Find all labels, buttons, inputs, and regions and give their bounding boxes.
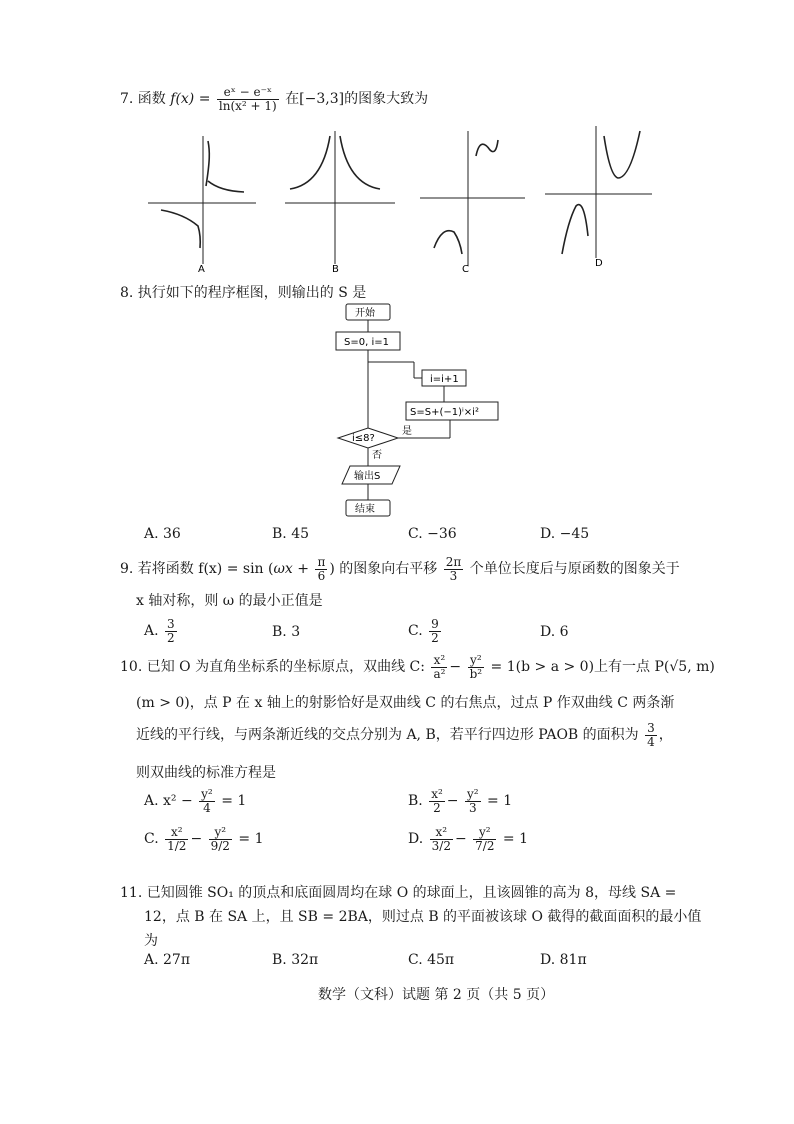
q8-choice-b: B. 45 [272, 526, 310, 542]
graph-a [148, 136, 256, 275]
q9-choice-b: B. 3 [272, 624, 301, 640]
q11-choice-a: A. 27π [144, 952, 191, 968]
q7-stem: 7. 函数 f(x) = $\frac{\text{eˣ − e⁻ˣ}}{\text{ln(x² + 1)}}$ 在[−3,3]的图象大致为 [120, 85, 429, 113]
graph-c [420, 131, 525, 275]
flow-init: S=0, i=1 [344, 337, 389, 348]
flow-no: 否 [372, 450, 382, 461]
q10-choice-a: A. x² − $\frac{\text{y²}}{4}$ = 1 [144, 787, 247, 815]
flow-output: 输出S [354, 471, 381, 482]
flow-update: S=S+(−1)ⁱ×i² [410, 407, 479, 418]
q11-line1: 11. 已知圆锥 SO₁ 的顶点和底面圆周均在球 O 的球面上，且该圆锥的高为 8，母线 SA = [120, 885, 677, 901]
q8-choice-c: C. −36 [408, 526, 457, 542]
flow-inc: i=i+1 [430, 374, 459, 385]
q11-choice-c: C. 45π [408, 952, 455, 968]
q9-choice-d: D. 6 [540, 624, 569, 640]
flow-cond: i≤8? [352, 433, 375, 444]
graph-d [545, 126, 652, 269]
graph-d-label: D [595, 258, 603, 269]
q11-choice-b: B. 32π [272, 952, 319, 968]
q10-choice-d: D. $\frac{\text{x²}}{3/2}$ − $\frac{\text{y²}}{7/2}$ = 1 [408, 825, 528, 853]
q8-choice-a: A. 36 [144, 526, 181, 542]
flow-yes: 是 [402, 426, 412, 437]
graph-a-label: A [198, 264, 205, 275]
q10-line3: 近线的平行线，与两条渐近线的交点分别为 A, B，若平行四边形 PAOB 的面积为 $\frac{3}{4}$ ， [136, 721, 673, 749]
q8-choice-d: D. −45 [540, 526, 590, 542]
page-footer: 数学（文科）试题 第 2 页（共 5 页） [318, 987, 555, 1003]
q7-fraction: $\frac{\text{eˣ − e⁻ˣ}}{\text{ln(x² + 1)}}$ [218, 85, 277, 113]
q8-flowchart [330, 300, 520, 522]
q9-choice-a: A. $\frac{3}{2}$ [144, 617, 175, 645]
q11-line3: 为 [144, 933, 158, 949]
q9-choice-c: C. $\frac{9}{2}$ [408, 617, 439, 645]
q9-line2: x 轴对称，则 ω 的最小正值是 [136, 593, 323, 609]
graph-b-label: B [332, 264, 339, 275]
q10-choice-c: C. $\frac{\text{x²}}{1/2}$ − $\frac{\text{y²}}{9/2}$ = 1 [144, 825, 264, 853]
q11-line2: 12，点 B 在 SA 上，且 SB = 2BA，则过点 B 的平面被该球 O 截得的截面面积的最小值 [144, 909, 702, 925]
graph-b [285, 131, 395, 275]
q11-choice-d: D. 81π [540, 952, 587, 968]
graph-c-label: C [462, 264, 469, 275]
q10-choice-b: B. $\frac{\text{x²}}{2}$ − $\frac{\text{y²}}{3}$ = 1 [408, 787, 513, 815]
flow-end: 结束 [355, 504, 375, 515]
q10-line2: (m > 0)，点 P 在 x 轴上的射影恰好是双曲线 C 的右焦点，过点 P 作双曲线 C 两条渐 [136, 695, 675, 711]
q8-stem: 8. 执行如下的程序框图，则输出的 S 是 [120, 285, 367, 301]
q10-line4: 则双曲线的标准方程是 [136, 765, 276, 781]
q10-line1: 10. 已知 O 为直角坐标系的坐标原点，双曲线 C: $\frac{\text{x²}}{\text{a²}}$ − $\frac{\text{y²}}{\text{b²}}$ = 1(b > a > 0)上有一点 P(√5, m) [120, 653, 715, 681]
q9-line1: 9. 若将函数 f(x) = sin (ωx + $\frac{\pi}{6}$ ) 的图象向右平移 $\frac{2\pi}{3}$ 个单位长度后与原函数的图象关于 [120, 555, 680, 583]
flow-start: 开始 [355, 308, 375, 319]
q7-graphs [140, 126, 680, 276]
